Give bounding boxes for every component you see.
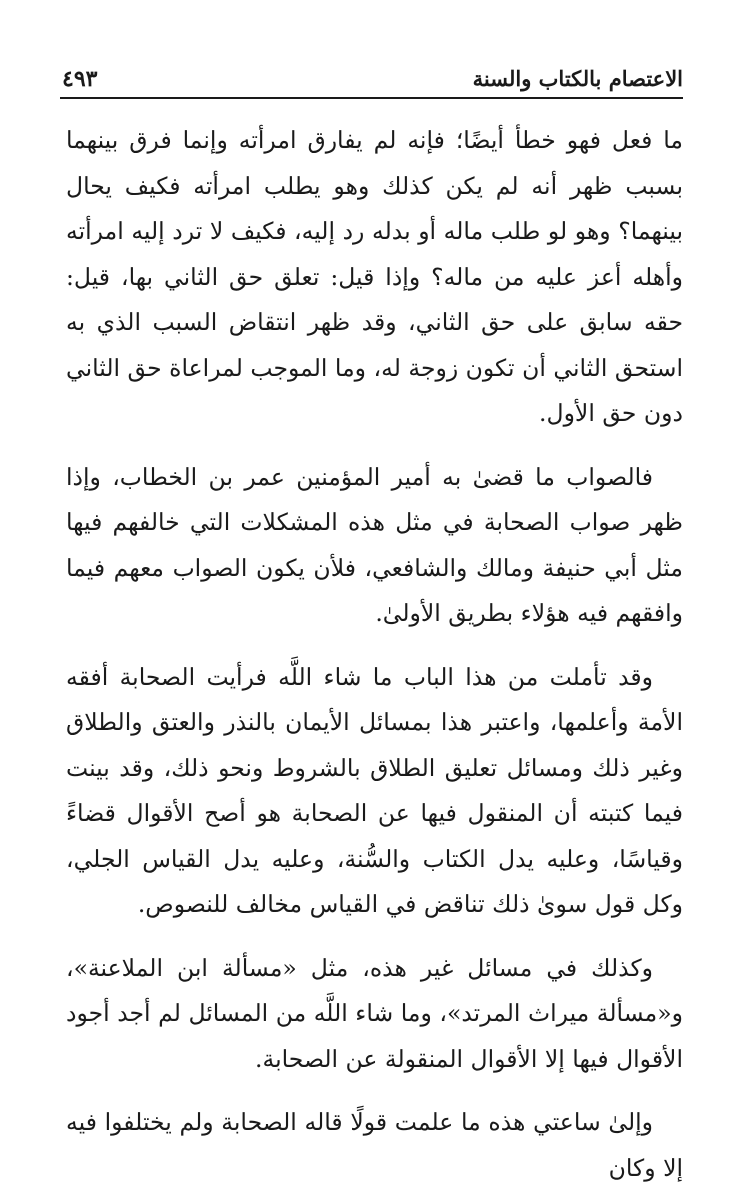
body-text [66,118,683,1191]
page-header [62,58,683,94]
paragraph: ما فعل فهو خطأ أيضًا؛ فإنه لم يفارق امرأته وإنما فرق بينهما بسبب ظهر أنه لم يكن كذلك وهو يطلب امرأته فكيف يحال بينهما؟ وهو لو طلب ماله أو بدله رد إليه، فكيف لا ترد إليه امرأته وأهله أعز عليه من ماله؟ وإذا قيل: تعلق حق الثاني بها، قيل: حقه سابق على حق الثاني، وقد ظهر انتقاض السبب الذي به استحق الثاني أن تكون زوجة له، وما الموجب لمراعاة حق الثاني دون حق الأول. [66,126,683,427]
paragraph: وقد تأملت من هذا الباب ما شاء اللَّه فرأيت الصحابة أفقه الأمة وأعلمها، واعتبر هذا بمسائل الأيمان بالنذر والعتق والطلاق وغير ذلك ومسائل تعليق الطلاق بالشروط ونحو ذلك، وقد بينت فيما كتبته أن المنقول فيها عن الصحابة هو أصح الأقوال قضاءً وقياسًا، وعليه يدل الكتاب والسُّنة، وعليه يدل القياس الجلي، وكل قول سوىٰ ذلك تناقض في القياس مخالف للنصوص. [66,662,683,918]
paragraph: وإلىٰ ساعتي هذه ما علمت قولًا قاله الصحابة ولم يختلفوا فيه إلا وكان [66,1108,683,1182]
running-title: الاعتصام بالكتاب والسنة [472,66,683,91]
paragraph: وكذلك في مسائل غير هذه، مثل «مسألة ابن الملاعنة»، و«مسألة ميراث المرتد»، وما شاء اللَّه من المسائل لم أجد أجود الأقوال فيها إلا الأقوال المنقولة عن الصحابة. [66,953,683,1073]
paragraph: فالصواب ما قضىٰ به أمير المؤمنين عمر بن الخطاب، وإذا ظهر صواب الصحابة في مثل هذه المشكلات التي خالفهم فيها مثل أبي حنيفة ومالك والشافعي، فلأن يكون الصواب معهم فيما وافقهم فيه هؤلاء بطريق الأولىٰ. [66,462,683,627]
page-number: ٤٩٣ [62,66,98,92]
header-rule [60,97,683,99]
